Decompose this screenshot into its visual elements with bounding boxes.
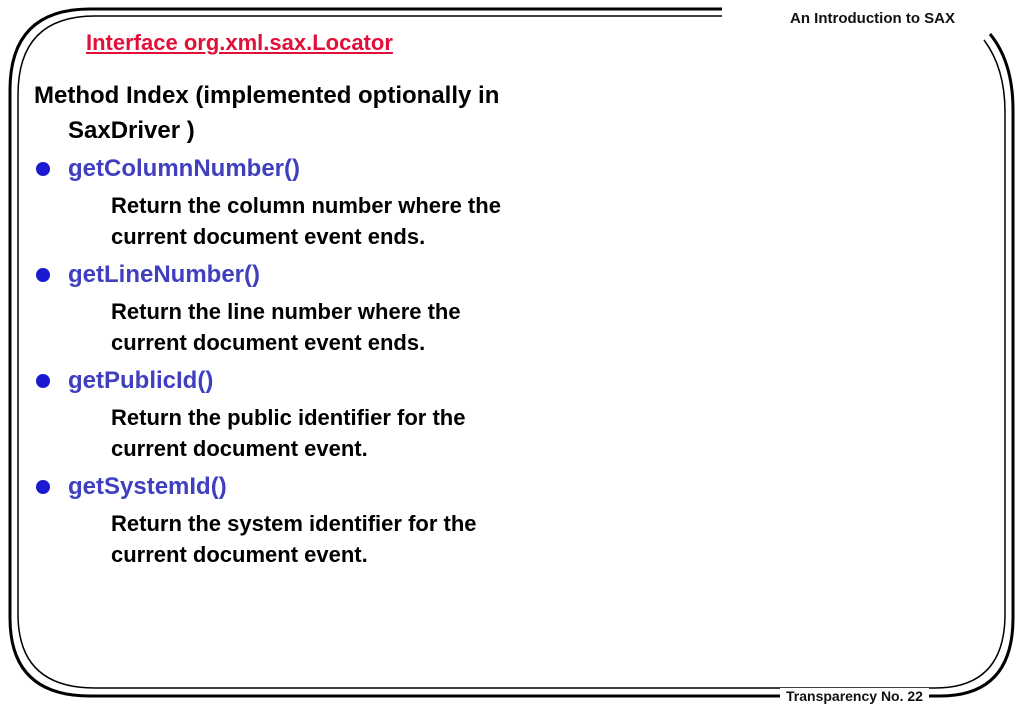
method-description bbox=[34, 402, 511, 464]
method-description bbox=[34, 508, 511, 570]
method-item bbox=[34, 258, 534, 292]
method-item bbox=[34, 152, 534, 186]
bullet-icon bbox=[36, 374, 50, 388]
method-index-intro: Method Index (implemented optionally in SaxDriver ) bbox=[34, 82, 500, 144]
method-name: getLineNumber() bbox=[68, 261, 260, 288]
page-number: Transparency No. 22 bbox=[780, 688, 929, 704]
method-description bbox=[34, 190, 511, 252]
slide-content bbox=[34, 78, 534, 576]
bullet-icon bbox=[36, 480, 50, 494]
method-name: getSystemId() bbox=[68, 473, 227, 500]
method-name: getPublicId() bbox=[68, 367, 214, 394]
method-item bbox=[34, 470, 534, 504]
slide-title[interactable]: Interface org.xml.sax.Locator bbox=[86, 30, 393, 55]
method-description-text: Return the line number where the current document event ends. bbox=[111, 299, 461, 355]
bullet-icon bbox=[36, 268, 50, 282]
method-name: getColumnNumber() bbox=[68, 155, 300, 182]
method-description-text: Return the column number where the current document event ends. bbox=[111, 193, 501, 249]
course-title: An Introduction to SAX bbox=[784, 10, 961, 27]
bullet-icon bbox=[36, 162, 50, 176]
method-description-text: Return the system identifier for the current document event. bbox=[111, 511, 477, 567]
method-description-text: Return the public identifier for the current document event. bbox=[111, 405, 466, 461]
method-description bbox=[34, 296, 511, 358]
method-item bbox=[34, 364, 534, 398]
